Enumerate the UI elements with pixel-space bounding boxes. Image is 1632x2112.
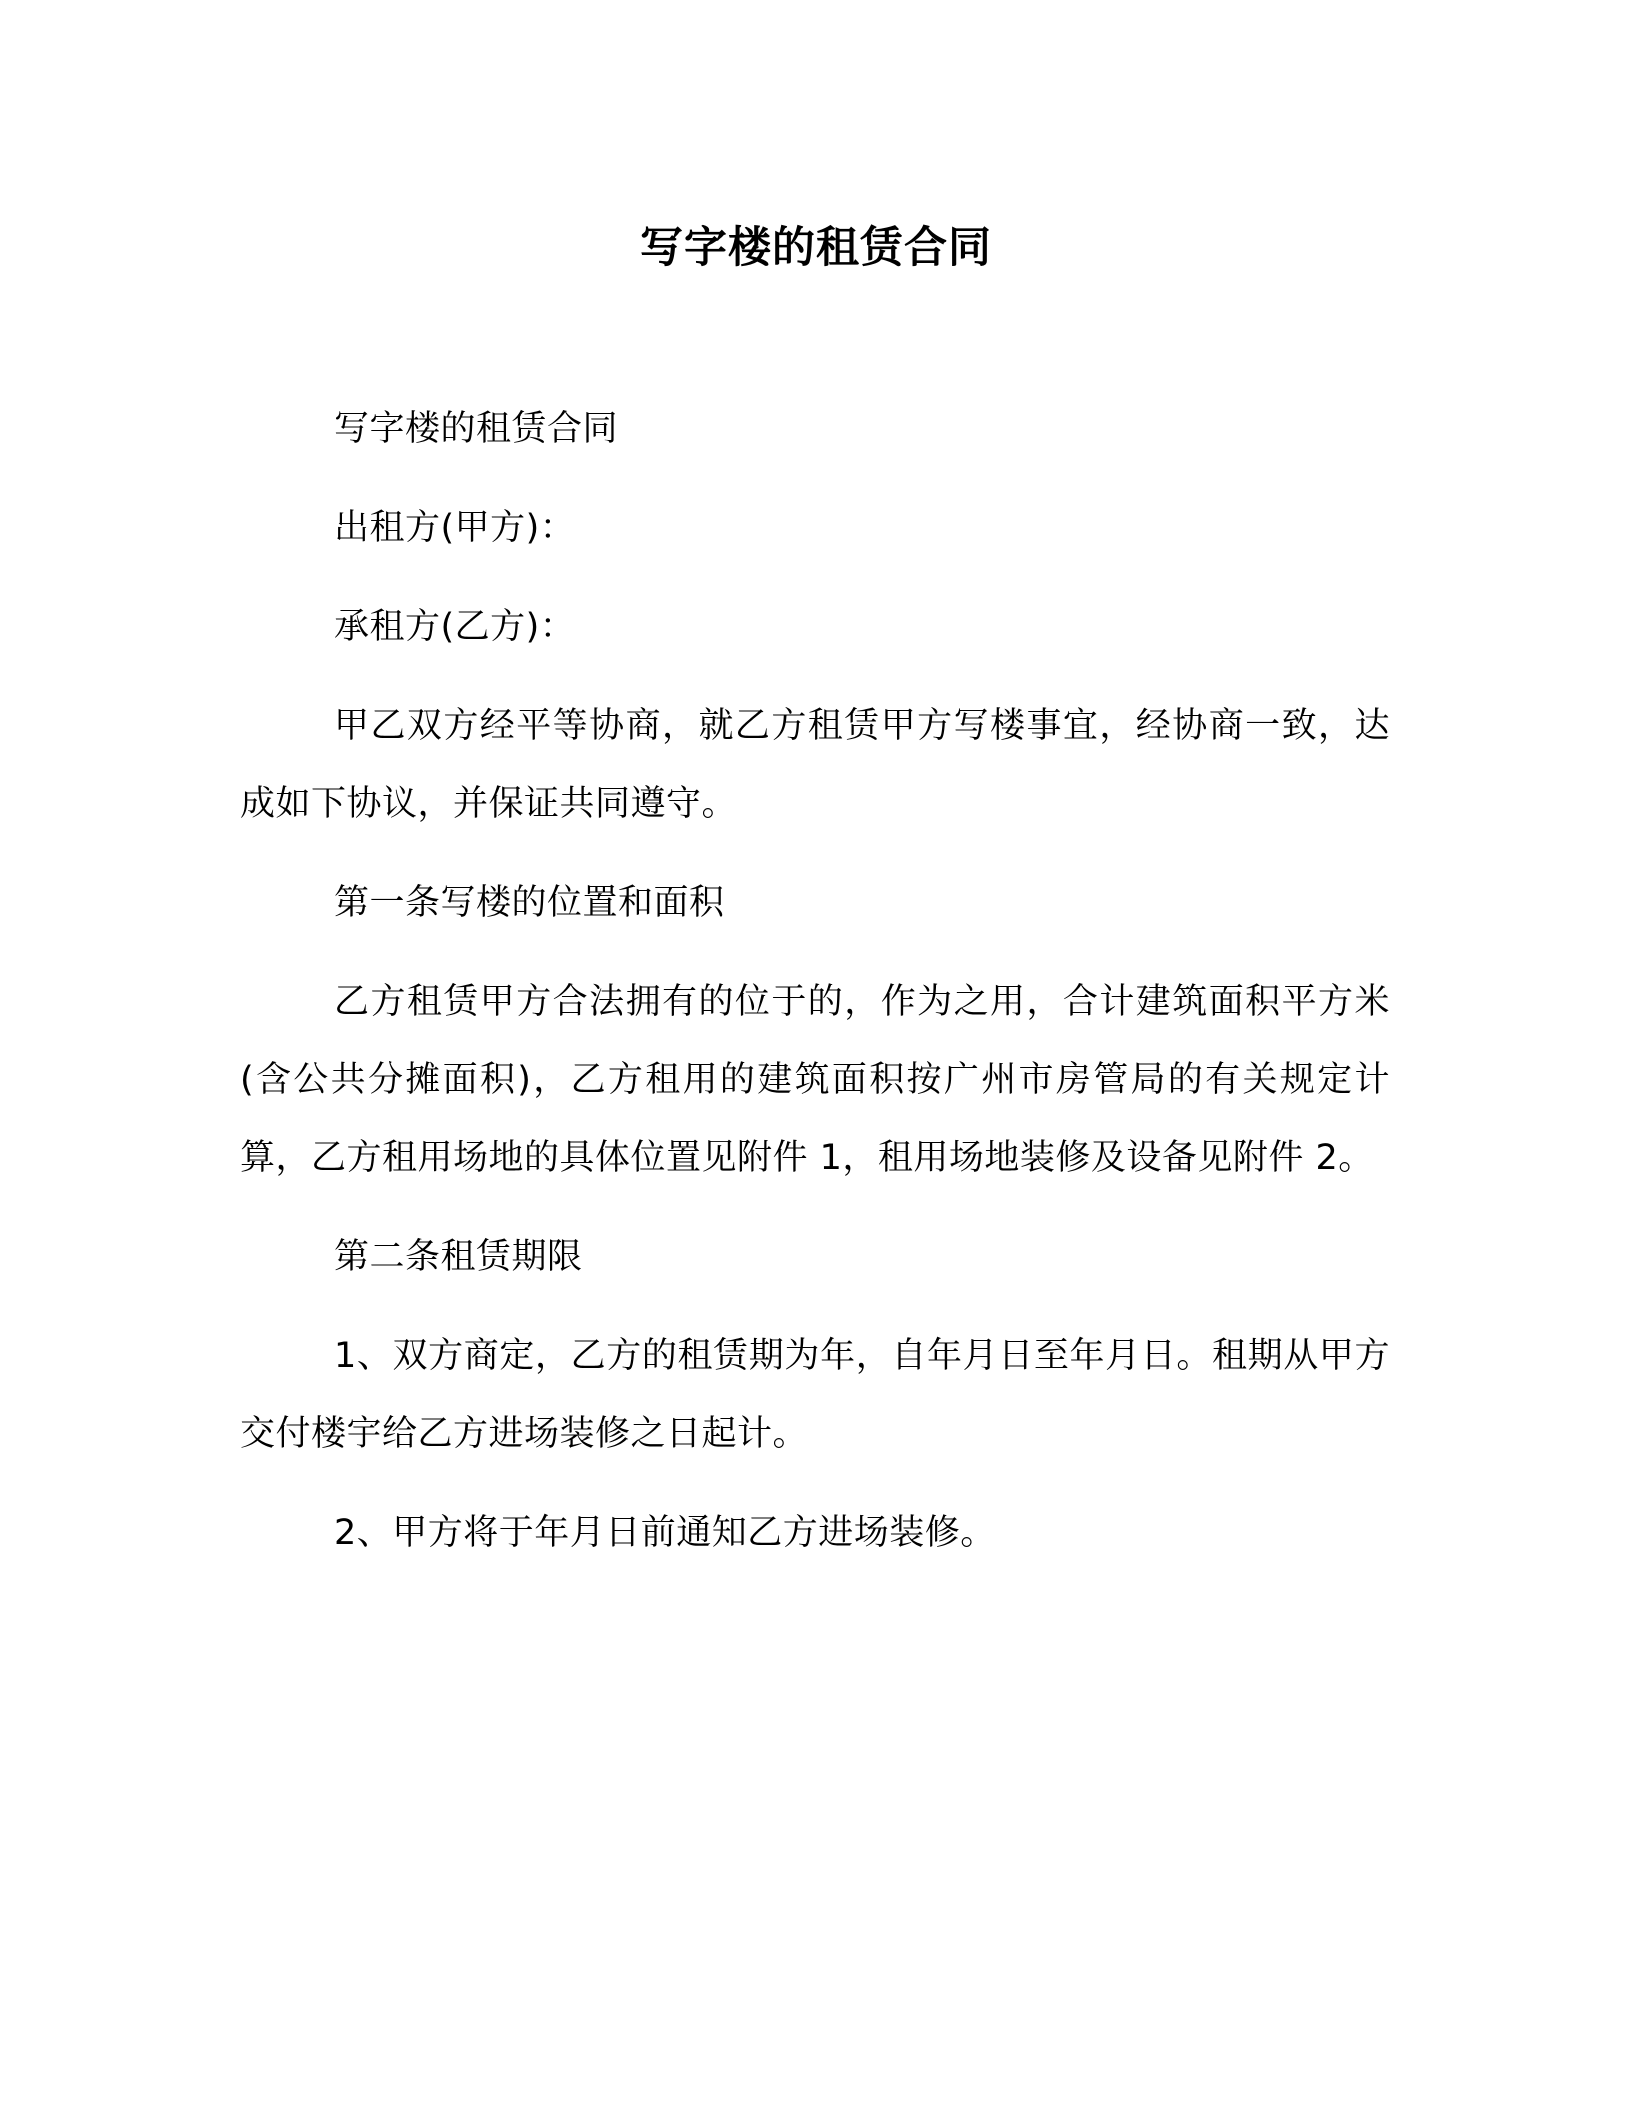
paragraph-preamble: 甲乙双方经平等协商，就乙方租赁甲方写楼事宜，经协商一致，达成如下协议，并保证共同遵守。 bbox=[240, 706, 1390, 824]
paragraph-lessee: 承租方(乙方)： bbox=[334, 607, 576, 647]
paragraph-subtitle: 写字楼的租赁合同 bbox=[334, 409, 619, 449]
document-body bbox=[240, 390, 1390, 1593]
paragraph-article-2-heading: 第二条租赁期限 bbox=[334, 1237, 583, 1277]
paragraph-article-1-heading: 第一条写楼的位置和面积 bbox=[334, 883, 725, 923]
document-title: 写字楼的租赁合同 bbox=[640, 223, 992, 273]
paragraph-article-2-clause-1: 1、双方商定，乙方的租赁期为年，自年月日至年月日。租期从甲方交付楼宇给乙方进场装修之日起计。 bbox=[240, 1336, 1390, 1454]
paragraph-article-1-body: 乙方租赁甲方合法拥有的位于的，作为之用，合计建筑面积平方米(含公共分摊面积)，乙方租用的建筑面积按广州市房管局的有关规定计算，乙方租用场地的具体位置见附件 1，租用场地装修及设备见附件 2。 bbox=[240, 982, 1390, 1178]
paragraph-lessor: 出租方(甲方)： bbox=[334, 508, 576, 548]
paragraph-article-2-clause-2: 2、甲方将于年月日前通知乙方进场装修。 bbox=[334, 1513, 996, 1553]
